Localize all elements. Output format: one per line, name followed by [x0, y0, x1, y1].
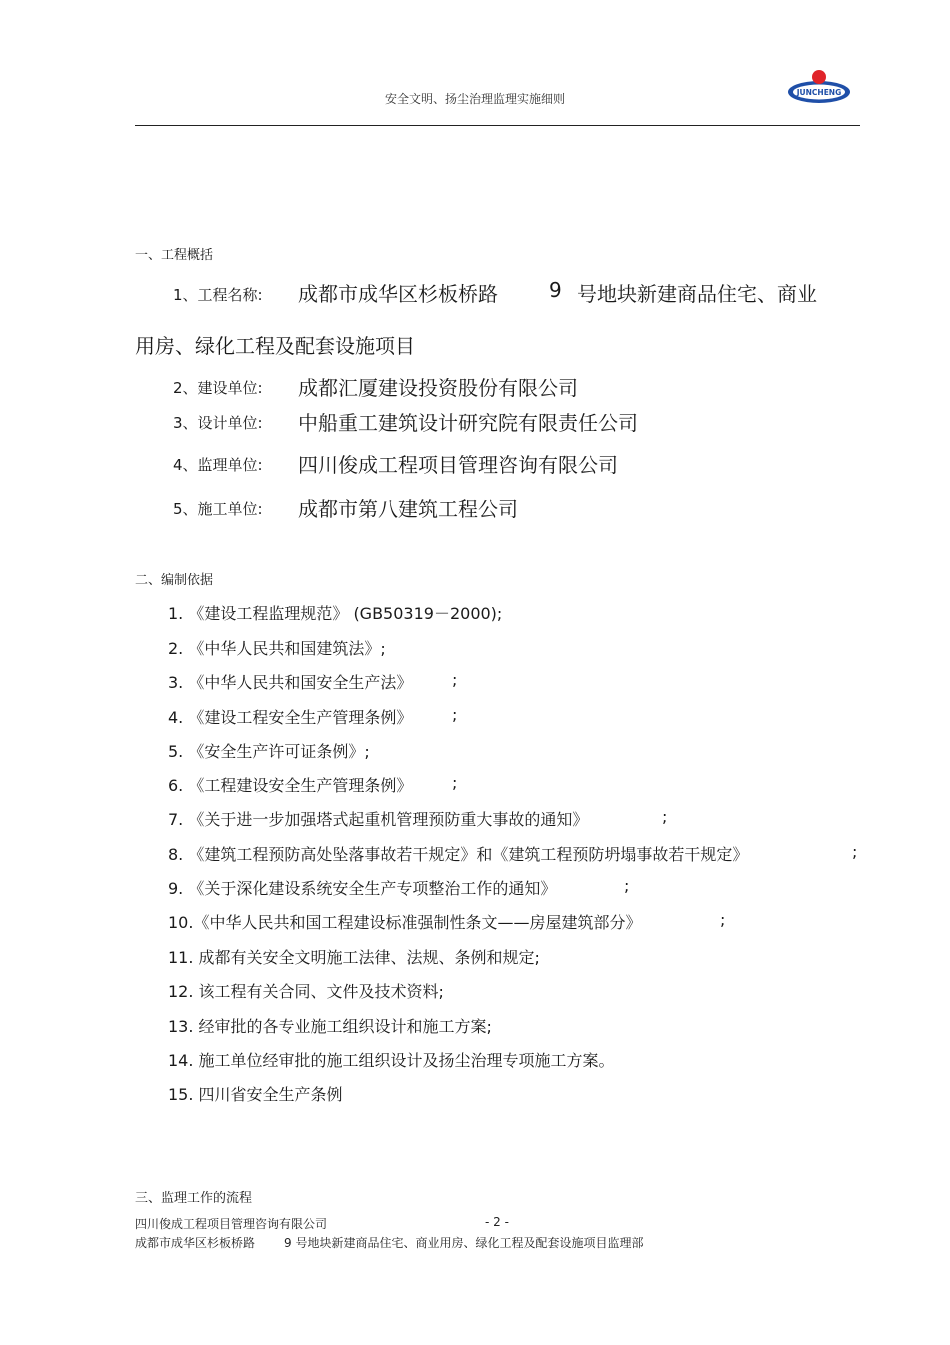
- reference-item: 7. 《关于进一步加强塔式起重机管理预防重大事故的通知》: [168, 810, 589, 829]
- project-name-label: 1、工程名称:: [173, 286, 263, 304]
- builder-value: 成都汇厦建设投资股份有限公司: [298, 376, 578, 400]
- footer-project-a: 成都市成华区杉板桥路: [135, 1236, 256, 1250]
- reference-semicolon: ;: [452, 670, 458, 689]
- section-heading-overview: 一、工程概括: [135, 248, 214, 263]
- reference-item: 5. 《安全生产许可证条例》;: [168, 742, 370, 761]
- reference-item: 15. 四川省安全生产条例: [168, 1085, 343, 1104]
- reference-item: 2. 《中华人民共和国建筑法》;: [168, 639, 386, 658]
- project-name-line2: 用房、绿化工程及配套设施项目: [135, 334, 415, 358]
- section-heading-basis: 二、编制依据: [135, 573, 214, 588]
- reference-item: 4. 《建设工程安全生产管理条例》: [168, 708, 413, 727]
- reference-semicolon: ;: [662, 807, 668, 826]
- reference-semicolon: ;: [624, 876, 630, 895]
- reference-item: 1. 《建设工程监理规范》 (GB50319－2000);: [168, 604, 503, 623]
- footer-project-b: 9 号地块新建商品住宅、商业用房、绿化工程及配套设施项目监理部: [284, 1236, 644, 1250]
- project-name-part1: 成都市成华区杉板桥路: [298, 282, 498, 306]
- designer-label: 3、设计单位:: [173, 414, 263, 432]
- supervisor-label: 4、监理单位:: [173, 456, 263, 474]
- reference-item: 11. 成都有关安全文明施工法律、法规、条例和规定;: [168, 948, 540, 967]
- contractor-value: 成都市第八建筑工程公司: [298, 497, 518, 521]
- reference-semicolon: ;: [452, 773, 458, 792]
- reference-item: 8. 《建筑工程预防高处坠落事故若干规定》和《建筑工程预防坍塌事故若干规定》: [168, 845, 749, 864]
- section-heading-workflow: 三、监理工作的流程: [135, 1191, 253, 1206]
- reference-item: 3. 《中华人民共和国安全生产法》: [168, 673, 413, 692]
- builder-label: 2、建设单位:: [173, 379, 263, 397]
- reference-item: 10.《中华人民共和国工程建设标准强制性条文——房屋建筑部分》: [168, 913, 642, 932]
- contractor-label: 5、施工单位:: [173, 500, 263, 518]
- footer-company: 四川俊成工程项目管理咨询有限公司: [135, 1217, 328, 1231]
- reference-semicolon: ;: [452, 705, 458, 724]
- header-title: 安全文明、扬尘治理监理实施细则: [384, 92, 565, 106]
- designer-value: 中船重工建筑设计研究院有限责任公司: [298, 411, 638, 435]
- supervisor-value: 四川俊成工程项目管理咨询有限公司: [298, 453, 618, 477]
- reference-item: 14. 施工单位经审批的施工组织设计及扬尘治理专项施工方案。: [168, 1051, 615, 1070]
- reference-semicolon: ;: [852, 842, 858, 861]
- reference-item: 13. 经审批的各专业施工组织设计和施工方案;: [168, 1017, 492, 1036]
- reference-semicolon: ;: [720, 910, 726, 929]
- header-rule: [135, 125, 860, 126]
- svg-text:JUNCHENG: JUNCHENG: [796, 88, 842, 97]
- juncheng-logo: [786, 68, 852, 108]
- project-name-part2: 号地块新建商品住宅、商业: [577, 282, 817, 306]
- reference-item: 6. 《工程建设安全生产管理条例》: [168, 776, 413, 795]
- reference-item: 12. 该工程有关合同、文件及技术资料;: [168, 982, 444, 1001]
- footer-page-number: - 2 -: [485, 1215, 509, 1229]
- project-name-number: 9: [549, 278, 562, 302]
- reference-item: 9. 《关于深化建设系统安全生产专项整治工作的通知》: [168, 879, 557, 898]
